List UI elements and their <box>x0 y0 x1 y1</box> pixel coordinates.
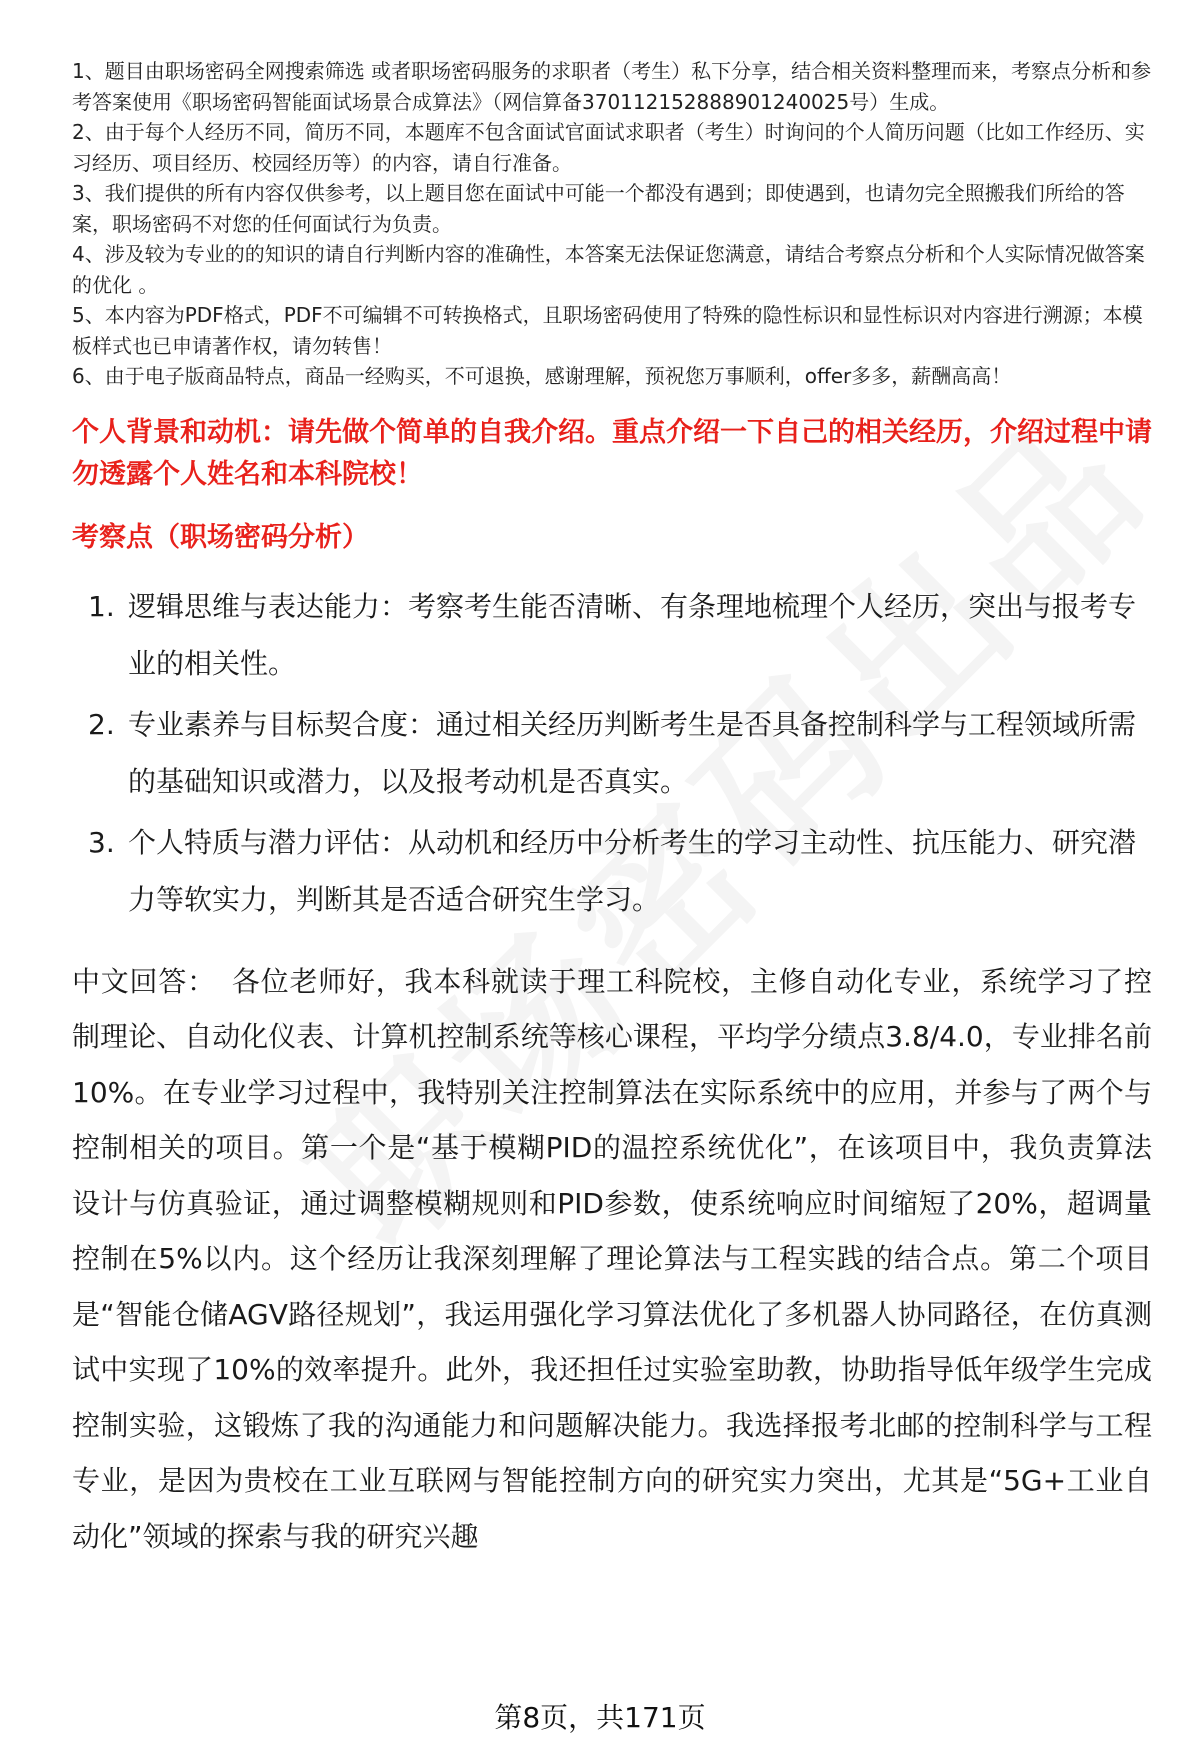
analysis-points <box>72 578 1152 928</box>
analysis-point <box>72 578 1152 692</box>
point-number: 2. <box>88 707 115 741</box>
analysis-point <box>72 814 1152 928</box>
notice-item: 1、题目由职场密码全网搜索筛选 或者职场密码服务的求职者（考生）私下分享，结合相关资料整理而来，考察点分析和参考答案使用《职场密码智能面试场景合成算法》（网信算备370112152888901240025号）生成。 <box>72 59 1152 114</box>
analysis-title: 考察点（职场密码分析） <box>72 521 369 553</box>
page-footer: 第8页，共171页 <box>494 1701 706 1734</box>
answer-label: 中文回答： <box>72 964 216 998</box>
notice-item: 5、本内容为PDF格式，PDF不可编辑不可转换格式，且职场密码使用了特殊的隐性标识和显性标识对内容进行溯源；本模板样式也已申请著作权，请勿转售！ <box>72 303 1143 358</box>
answer-paragraph <box>72 954 1152 1565</box>
notice-item: 6、由于电子版商品特点，商品一经购买，不可退换，感谢理解，预祝您万事顺利，offer多多，薪酬高高！ <box>72 364 1012 388</box>
analysis-point <box>72 696 1152 810</box>
answer-text: 各位老师好，我本科就读于理工科院校，主修自动化专业，系统学习了控制理论、自动化仪表、计算机控制系统等核心课程，平均学分绩点3.8/4.0，专业排名前10%。在专业学习过程中，我特别关注控制算法在实际系统中的应用，并参与了两个与控制相关的项目。第一个是“基于模糊PID的温控系统优化”，在该项目中，我负责算法设计与仿真验证，通过调整模糊规则和PID参数，使系统响应时间缩短了20%，超调量控制在5%以内。这个经历让我深刻理解了理论算法与工程实践的结合点。第二个项目是“智能仓储AGV路径规划”，我运用强化学习算法优化了多机器人协同路径，在仿真测试中实现了10%的效率提升。此外，我还担任过实验室助教，协助指导低年级学生完成控制实验，这锻炼了我的沟通能力和问题解决能力。我选择报考北邮的控制科学与工程专业，是因为贵校在工业互联网与智能控制方向的研究实力突出，尤其是“5G+工业自动化”领域的探索与我的研究兴趣 <box>72 964 1152 1553</box>
document-page <box>72 56 1152 1564</box>
point-text: 专业素养与目标契合度：通过相关经历判断考生是否具备控制科学与工程领域所需的基础知识或潜力，以及报考动机是否真实。 <box>128 707 1137 798</box>
point-text: 逻辑思维与表达能力：考察考生能否清晰、有条理地梳理个人经历，突出与报考专业的相关性。 <box>128 589 1137 680</box>
point-number: 1. <box>88 589 115 623</box>
point-text: 个人特质与潜力评估：从动机和经历中分析考生的学习主动性、抗压能力、研究潜力等软实力，判断其是否适合研究生学习。 <box>128 825 1137 916</box>
notice-item: 4、涉及较为专业的的知识的请自行判断内容的准确性，本答案无法保证您满意，请结合考察点分析和个人实际情况做答案的优化 。 <box>72 242 1145 297</box>
notice-item: 2、由于每个人经历不同，简历不同，本题库不包含面试官面试求职者（考生）时询问的个人简历问题（比如工作经历、实习经历、项目经历、校园经历等）的内容，请自行准备。 <box>72 120 1145 175</box>
notice-item: 3、我们提供的所有内容仅供参考，以上题目您在面试中可能一个都没有遇到；即使遇到，也请勿完全照搬我们所给的答案，职场密码不对您的任何面试行为负责。 <box>72 181 1125 236</box>
notice-list <box>72 56 1152 392</box>
question-heading: 个人背景和动机：请先做个简单的自我介绍。重点介绍一下自己的相关经历，介绍过程中请勿透露个人姓名和本科院校！ <box>72 416 1152 490</box>
point-number: 3. <box>88 825 115 859</box>
